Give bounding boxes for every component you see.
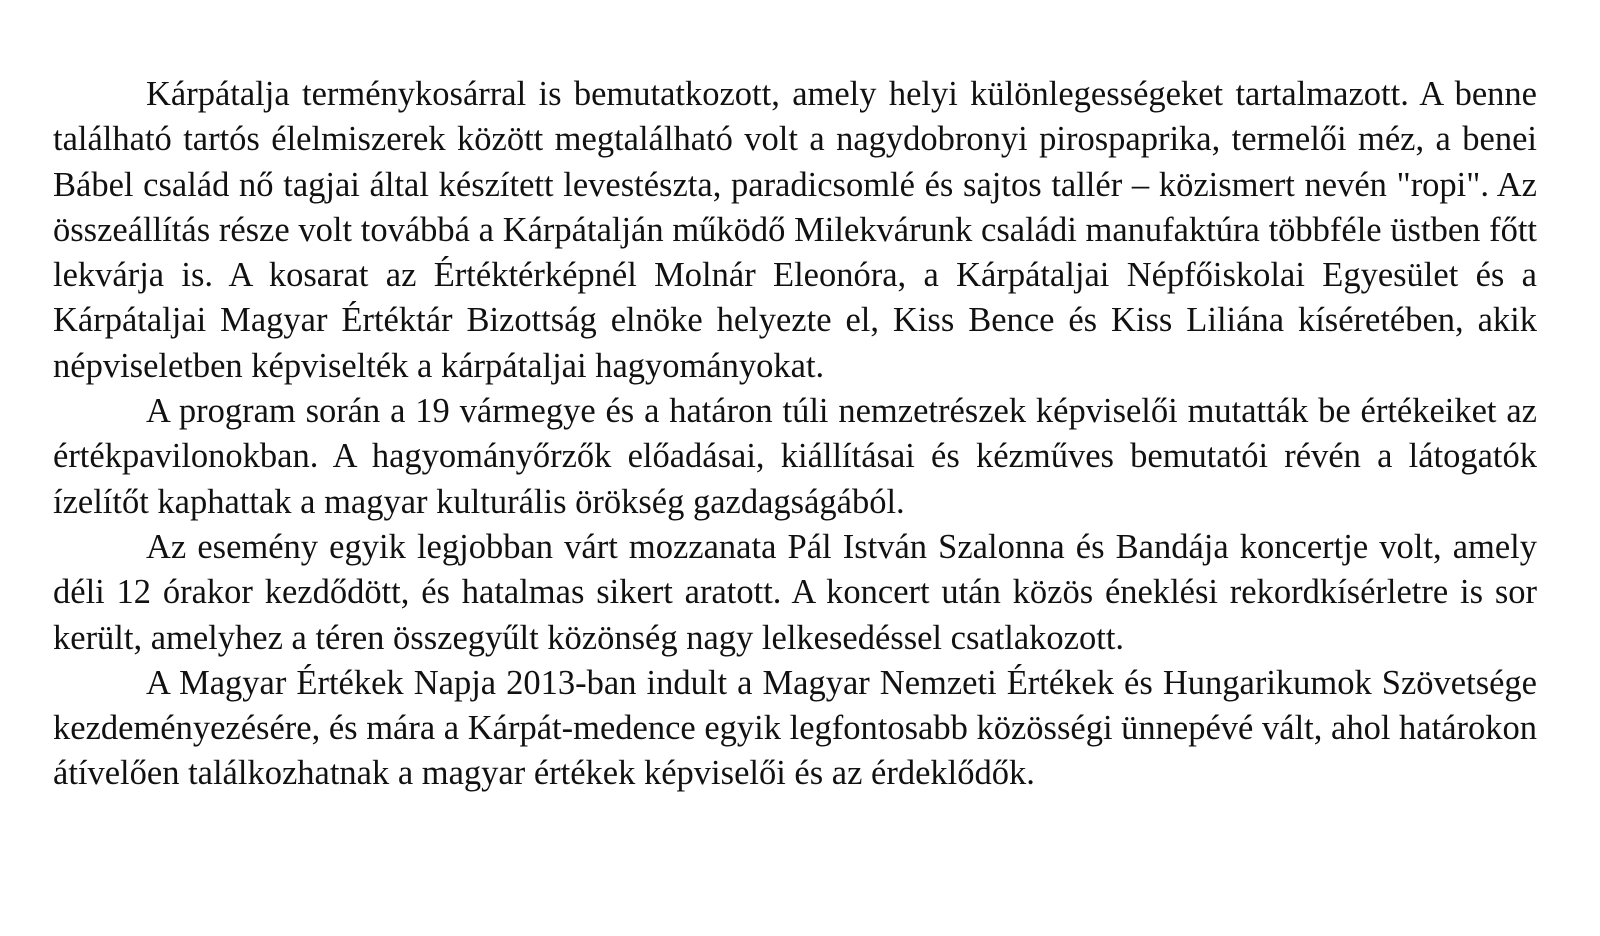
paragraph-program: A program során a 19 vármegye és a határon túli nemzetrészek képviselői mutatták be értékeiket az értékpavilonokban. A hagyományőrzők előadásai, kiállításai és kézműves bemutatói révén a látogatók ízelítőt kaphattak a magyar kulturális örökség gazdagságából. (53, 392, 1537, 521)
paragraph-koncert: Az esemény egyik legjobban várt mozzanata Pál István Szalonna és Bandája koncertje volt, amely déli 12 órakor kezdődött, és hatalmas sikert aratott. A koncert után közös éneklési rekordkísérletre is sor került, amelyhez a téren összegyűlt közönség nagy lelkesedéssel csatlakozott. (53, 527, 1537, 657)
document-page (53, 72, 1537, 797)
paragraph-ertekek-napja: A Magyar Értékek Napja 2013-ban indult a Magyar Nemzeti Értékek és Hungarikumok Szövetsége kezdeményezésére, és mára a Kárpát-medence egyik legfontosabb közösségi ünnepévé vált, ahol határokon átívelően találkozhatnak a magyar értékek képviselői és az érdeklődők. (53, 663, 1537, 793)
paragraph-terménykosár: Kárpátalja terménykosárral is bemutatkozott, amely helyi különlegességeket tartalmazott. A benne található tartós élelmiszerek között megtalálható volt a nagydobronyi pirospaprika, termelői méz, a benei Bábel család nő tagjai által készített levestészta, paradicsomlé és sajtos tallér – közismert nevén "ropi". Az összeállítás része volt továbbá a Kárpátalján működő Milekvárunk családi manufaktúra többféle üstben főtt lekvárja is. A kosarat az Értéktérképnél Molnár Eleonóra, a Kárpátaljai Népfőiskolai Egyesület és a Kárpátaljai Magyar Értéktár Bizottság elnöke helyezte el, Kiss Bence és Kiss Liliána kíséretében, akik népviseletben képviselték a kárpátaljai hagyományokat. (53, 75, 1537, 385)
